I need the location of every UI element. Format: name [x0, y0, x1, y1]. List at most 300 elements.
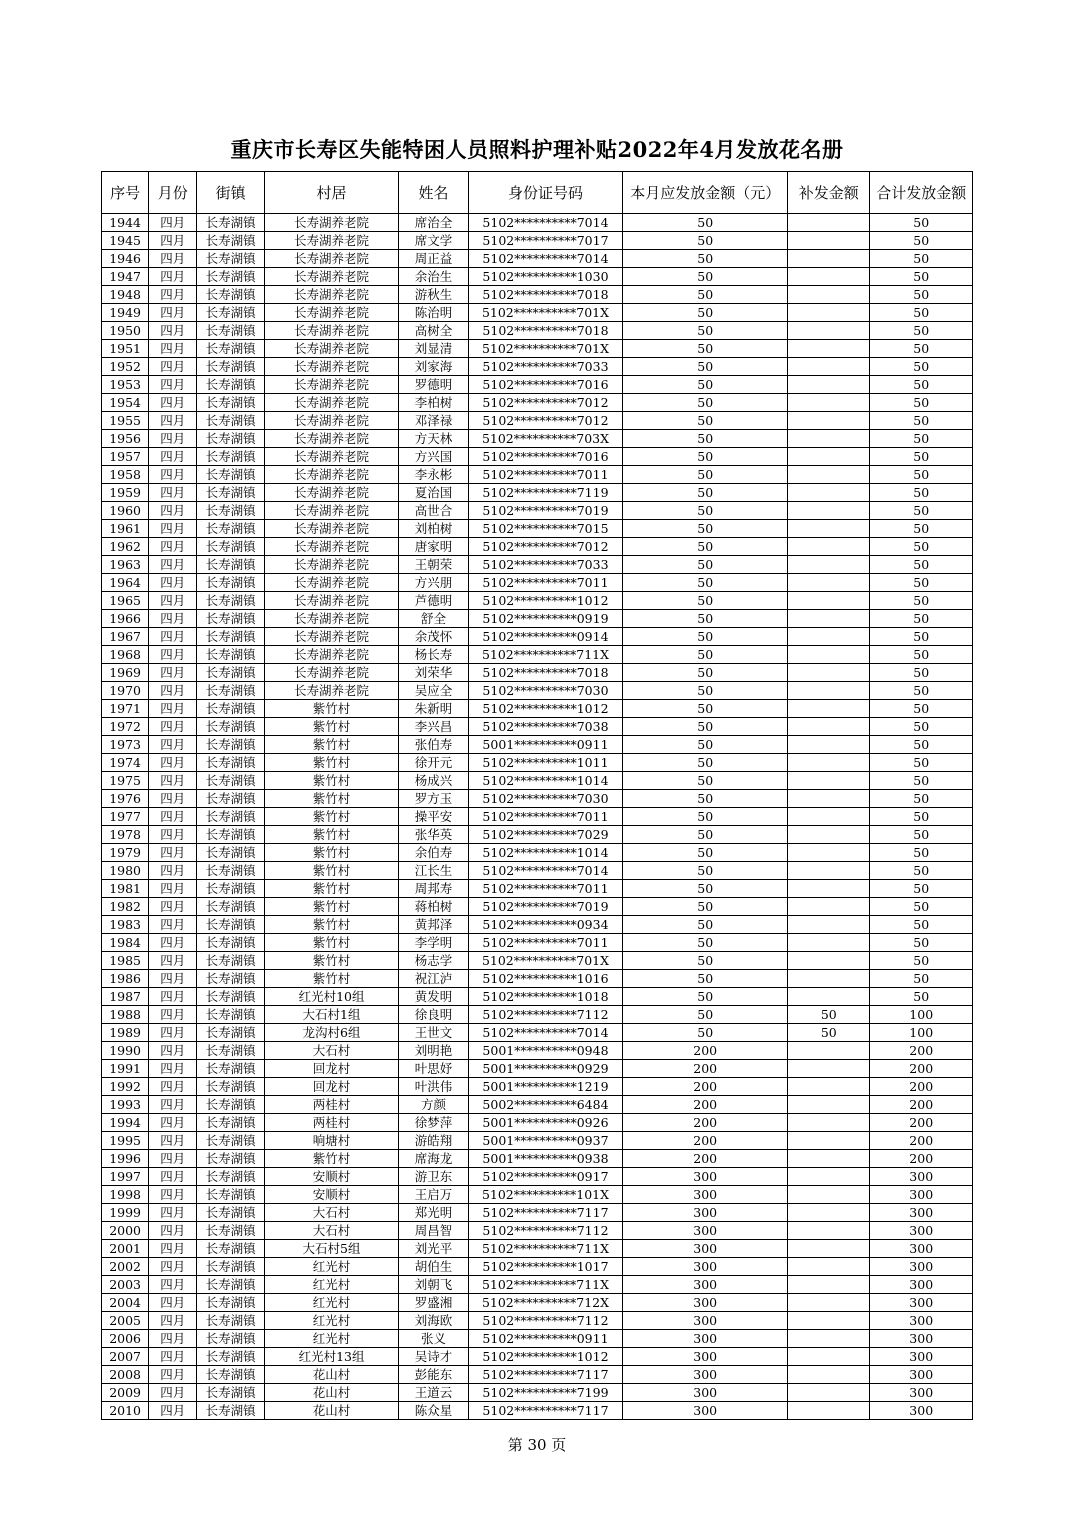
cell-supplement-amount: [788, 556, 870, 574]
cell-supplement-amount: [788, 1294, 870, 1312]
table-row: [102, 250, 973, 268]
table-row: [102, 1276, 973, 1294]
cell-supplement-amount: [788, 394, 870, 412]
cell-monthly-amount: 50: [623, 1006, 788, 1024]
cell-index: 1974: [102, 754, 149, 772]
cell-total-amount: 50: [870, 736, 973, 754]
cell-id-number: 5102**********1014: [468, 772, 623, 790]
cell-village: 两桂村: [264, 1114, 399, 1132]
cell-monthly-amount: 50: [623, 934, 788, 952]
cell-id-number: 5102**********7014: [468, 1024, 623, 1042]
cell-monthly-amount: 50: [623, 682, 788, 700]
cell-supplement-amount: [788, 1222, 870, 1240]
cell-index: 1991: [102, 1060, 149, 1078]
cell-monthly-amount: 50: [623, 466, 788, 484]
cell-total-amount: 50: [870, 358, 973, 376]
cell-town: 长寿湖镇: [197, 826, 264, 844]
cell-month: 四月: [149, 1240, 197, 1258]
cell-id-number: 5102**********101X: [468, 1186, 623, 1204]
cell-month: 四月: [149, 844, 197, 862]
cell-id-number: 5102**********7016: [468, 448, 623, 466]
cell-id-number: 5102**********7117: [468, 1366, 623, 1384]
cell-village: 紫竹村: [264, 718, 399, 736]
cell-monthly-amount: 200: [623, 1060, 788, 1078]
cell-village: 长寿湖养老院: [264, 376, 399, 394]
cell-id-number: 5102**********701X: [468, 304, 623, 322]
cell-name: 游秋生: [399, 286, 468, 304]
cell-id-number: 5102**********1030: [468, 268, 623, 286]
cell-monthly-amount: 300: [623, 1222, 788, 1240]
cell-id-number: 5102**********701X: [468, 952, 623, 970]
cell-supplement-amount: [788, 1096, 870, 1114]
table-row: [102, 646, 973, 664]
cell-month: 四月: [149, 1114, 197, 1132]
cell-total-amount: 50: [870, 322, 973, 340]
cell-total-amount: 200: [870, 1132, 973, 1150]
cell-name: 黄发明: [399, 988, 468, 1006]
cell-month: 四月: [149, 1348, 197, 1366]
table-row: [102, 1114, 973, 1132]
table-row: [102, 1186, 973, 1204]
cell-town: 长寿湖镇: [197, 574, 264, 592]
cell-id-number: 5102**********0911: [468, 1330, 623, 1348]
cell-month: 四月: [149, 1168, 197, 1186]
cell-month: 四月: [149, 790, 197, 808]
cell-total-amount: 200: [870, 1078, 973, 1096]
cell-index: 1975: [102, 772, 149, 790]
header-town: 街镇: [197, 172, 264, 214]
cell-total-amount: 50: [870, 988, 973, 1006]
cell-village: 紫竹村: [264, 772, 399, 790]
cell-id-number: 5001**********0948: [468, 1042, 623, 1060]
cell-monthly-amount: 300: [623, 1348, 788, 1366]
cell-id-number: 5102**********7019: [468, 898, 623, 916]
cell-supplement-amount: [788, 1348, 870, 1366]
cell-village: 紫竹村: [264, 736, 399, 754]
cell-index: 1996: [102, 1150, 149, 1168]
cell-index: 1969: [102, 664, 149, 682]
cell-town: 长寿湖镇: [197, 1330, 264, 1348]
table-row: [102, 1348, 973, 1366]
cell-total-amount: 200: [870, 1060, 973, 1078]
cell-village: 大石村1组: [264, 1006, 399, 1024]
cell-village: 紫竹村: [264, 700, 399, 718]
table-row: [102, 304, 973, 322]
cell-index: 1948: [102, 286, 149, 304]
cell-village: 紫竹村: [264, 952, 399, 970]
cell-town: 长寿湖镇: [197, 520, 264, 538]
cell-monthly-amount: 50: [623, 880, 788, 898]
cell-supplement-amount: [788, 1114, 870, 1132]
cell-id-number: 5102**********7038: [468, 718, 623, 736]
cell-index: 2006: [102, 1330, 149, 1348]
cell-town: 长寿湖镇: [197, 232, 264, 250]
cell-total-amount: 200: [870, 1150, 973, 1168]
cell-name: 李学明: [399, 934, 468, 952]
cell-month: 四月: [149, 610, 197, 628]
table-row: [102, 1204, 973, 1222]
table-row: [102, 664, 973, 682]
cell-village: 大石村5组: [264, 1240, 399, 1258]
cell-town: 长寿湖镇: [197, 1276, 264, 1294]
cell-id-number: 5102**********7112: [468, 1222, 623, 1240]
table-row: [102, 1294, 973, 1312]
cell-name: 朱新明: [399, 700, 468, 718]
cell-town: 长寿湖镇: [197, 1006, 264, 1024]
cell-name: 方兴国: [399, 448, 468, 466]
cell-total-amount: 50: [870, 574, 973, 592]
cell-month: 四月: [149, 1042, 197, 1060]
cell-supplement-amount: [788, 232, 870, 250]
table-row: [102, 286, 973, 304]
cell-id-number: 5102**********7011: [468, 880, 623, 898]
cell-index: 1949: [102, 304, 149, 322]
cell-town: 长寿湖镇: [197, 808, 264, 826]
table-row: [102, 1096, 973, 1114]
cell-name: 叶洪伟: [399, 1078, 468, 1096]
cell-town: 长寿湖镇: [197, 1132, 264, 1150]
cell-total-amount: 50: [870, 916, 973, 934]
header-name: 姓名: [399, 172, 468, 214]
cell-month: 四月: [149, 664, 197, 682]
cell-total-amount: 200: [870, 1114, 973, 1132]
table-row: [102, 394, 973, 412]
cell-name: 徐梦萍: [399, 1114, 468, 1132]
cell-supplement-amount: [788, 628, 870, 646]
cell-monthly-amount: 50: [623, 268, 788, 286]
cell-supplement-amount: [788, 376, 870, 394]
table-row: [102, 376, 973, 394]
cell-name: 方兴朋: [399, 574, 468, 592]
cell-village: 长寿湖养老院: [264, 484, 399, 502]
cell-town: 长寿湖镇: [197, 502, 264, 520]
cell-id-number: 5102**********1012: [468, 1348, 623, 1366]
cell-id-number: 5102**********0914: [468, 628, 623, 646]
cell-id-number: 5102**********7117: [468, 1204, 623, 1222]
cell-town: 长寿湖镇: [197, 682, 264, 700]
header-id-number: 身份证号码: [468, 172, 623, 214]
cell-id-number: 5102**********7017: [468, 232, 623, 250]
cell-village: 紫竹村: [264, 880, 399, 898]
cell-month: 四月: [149, 736, 197, 754]
cell-name: 方颜: [399, 1096, 468, 1114]
table-row: [102, 466, 973, 484]
cell-month: 四月: [149, 970, 197, 988]
cell-village: 长寿湖养老院: [264, 358, 399, 376]
cell-month: 四月: [149, 1186, 197, 1204]
cell-village: 长寿湖养老院: [264, 304, 399, 322]
cell-name: 刘家海: [399, 358, 468, 376]
cell-village: 大石村: [264, 1204, 399, 1222]
cell-town: 长寿湖镇: [197, 1258, 264, 1276]
cell-town: 长寿湖镇: [197, 610, 264, 628]
table-row: [102, 1222, 973, 1240]
cell-monthly-amount: 50: [623, 700, 788, 718]
cell-town: 长寿湖镇: [197, 988, 264, 1006]
cell-month: 四月: [149, 1132, 197, 1150]
cell-name: 罗德明: [399, 376, 468, 394]
table-row: [102, 880, 973, 898]
cell-monthly-amount: 50: [623, 610, 788, 628]
cell-month: 四月: [149, 1294, 197, 1312]
cell-town: 长寿湖镇: [197, 466, 264, 484]
cell-index: 1960: [102, 502, 149, 520]
cell-village: 长寿湖养老院: [264, 646, 399, 664]
cell-village: 长寿湖养老院: [264, 682, 399, 700]
cell-monthly-amount: 50: [623, 898, 788, 916]
cell-monthly-amount: 50: [623, 304, 788, 322]
table-header-row: [102, 172, 973, 214]
cell-month: 四月: [149, 1366, 197, 1384]
cell-town: 长寿湖镇: [197, 394, 264, 412]
cell-month: 四月: [149, 934, 197, 952]
cell-name: 陈治明: [399, 304, 468, 322]
cell-village: 红光村: [264, 1276, 399, 1294]
cell-monthly-amount: 50: [623, 250, 788, 268]
cell-monthly-amount: 50: [623, 790, 788, 808]
cell-name: 吴诗才: [399, 1348, 468, 1366]
cell-supplement-amount: [788, 1330, 870, 1348]
cell-total-amount: 300: [870, 1294, 973, 1312]
cell-index: 2008: [102, 1366, 149, 1384]
cell-village: 花山村: [264, 1366, 399, 1384]
table-row: [102, 1150, 973, 1168]
cell-index: 1956: [102, 430, 149, 448]
cell-index: 1997: [102, 1168, 149, 1186]
cell-monthly-amount: 50: [623, 772, 788, 790]
cell-monthly-amount: 200: [623, 1096, 788, 1114]
cell-monthly-amount: 50: [623, 538, 788, 556]
cell-month: 四月: [149, 808, 197, 826]
table-row: [102, 790, 973, 808]
cell-monthly-amount: 200: [623, 1042, 788, 1060]
cell-village: 长寿湖养老院: [264, 538, 399, 556]
cell-town: 长寿湖镇: [197, 736, 264, 754]
cell-total-amount: 100: [870, 1006, 973, 1024]
cell-monthly-amount: 300: [623, 1168, 788, 1186]
cell-total-amount: 50: [870, 340, 973, 358]
cell-index: 1978: [102, 826, 149, 844]
cell-supplement-amount: [788, 664, 870, 682]
cell-name: 舒全: [399, 610, 468, 628]
cell-supplement-amount: [788, 916, 870, 934]
cell-month: 四月: [149, 718, 197, 736]
cell-town: 长寿湖镇: [197, 322, 264, 340]
cell-index: 1993: [102, 1096, 149, 1114]
cell-month: 四月: [149, 1006, 197, 1024]
cell-total-amount: 50: [870, 790, 973, 808]
cell-month: 四月: [149, 682, 197, 700]
table-row: [102, 358, 973, 376]
cell-monthly-amount: 300: [623, 1294, 788, 1312]
cell-id-number: 5102**********7014: [468, 214, 623, 232]
cell-name: 周昌智: [399, 1222, 468, 1240]
cell-village: 安顺村: [264, 1186, 399, 1204]
cell-monthly-amount: 50: [623, 484, 788, 502]
cell-index: 1959: [102, 484, 149, 502]
cell-index: 1981: [102, 880, 149, 898]
cell-month: 四月: [149, 1204, 197, 1222]
cell-village: 回龙村: [264, 1060, 399, 1078]
table-row: [102, 214, 973, 232]
cell-total-amount: 50: [870, 844, 973, 862]
cell-name: 胡伯生: [399, 1258, 468, 1276]
cell-index: 2010: [102, 1402, 149, 1420]
cell-supplement-amount: [788, 1168, 870, 1186]
cell-village: 紫竹村: [264, 898, 399, 916]
cell-village: 红光村13组: [264, 1348, 399, 1366]
cell-id-number: 5102**********1011: [468, 754, 623, 772]
cell-monthly-amount: 50: [623, 358, 788, 376]
cell-index: 1957: [102, 448, 149, 466]
cell-name: 徐开元: [399, 754, 468, 772]
cell-supplement-amount: 50: [788, 1024, 870, 1042]
cell-town: 长寿湖镇: [197, 1222, 264, 1240]
cell-month: 四月: [149, 466, 197, 484]
cell-name: 叶思妤: [399, 1060, 468, 1078]
cell-id-number: 5102**********7016: [468, 376, 623, 394]
cell-town: 长寿湖镇: [197, 430, 264, 448]
cell-total-amount: 300: [870, 1384, 973, 1402]
cell-supplement-amount: [788, 520, 870, 538]
cell-total-amount: 300: [870, 1186, 973, 1204]
page-number: 第 30 页: [507, 1436, 567, 1454]
cell-supplement-amount: [788, 1366, 870, 1384]
cell-index: 2009: [102, 1384, 149, 1402]
cell-town: 长寿湖镇: [197, 880, 264, 898]
cell-index: 1995: [102, 1132, 149, 1150]
cell-index: 1964: [102, 574, 149, 592]
header-supplement-amount: 补发金额: [788, 172, 870, 214]
cell-total-amount: 50: [870, 466, 973, 484]
cell-supplement-amount: [788, 736, 870, 754]
cell-name: 张华英: [399, 826, 468, 844]
cell-index: 1971: [102, 700, 149, 718]
table-row: [102, 898, 973, 916]
cell-total-amount: 50: [870, 250, 973, 268]
cell-id-number: 5102**********701X: [468, 340, 623, 358]
cell-town: 长寿湖镇: [197, 754, 264, 772]
cell-index: 1972: [102, 718, 149, 736]
cell-monthly-amount: 50: [623, 970, 788, 988]
cell-month: 四月: [149, 1276, 197, 1294]
cell-monthly-amount: 300: [623, 1186, 788, 1204]
cell-index: 1962: [102, 538, 149, 556]
cell-name: 王世文: [399, 1024, 468, 1042]
cell-id-number: 5102**********7012: [468, 538, 623, 556]
cell-monthly-amount: 50: [623, 448, 788, 466]
cell-index: 1968: [102, 646, 149, 664]
cell-month: 四月: [149, 1330, 197, 1348]
cell-supplement-amount: [788, 538, 870, 556]
cell-id-number: 5001**********0937: [468, 1132, 623, 1150]
cell-monthly-amount: 300: [623, 1276, 788, 1294]
cell-index: 1994: [102, 1114, 149, 1132]
cell-name: 李兴昌: [399, 718, 468, 736]
cell-town: 长寿湖镇: [197, 628, 264, 646]
cell-name: 席文学: [399, 232, 468, 250]
cell-month: 四月: [149, 484, 197, 502]
cell-town: 长寿湖镇: [197, 898, 264, 916]
cell-town: 长寿湖镇: [197, 376, 264, 394]
table-row: [102, 754, 973, 772]
cell-index: 1977: [102, 808, 149, 826]
cell-name: 邓泽禄: [399, 412, 468, 430]
table-row: [102, 970, 973, 988]
cell-town: 长寿湖镇: [197, 718, 264, 736]
cell-monthly-amount: 50: [623, 664, 788, 682]
cell-name: 徐良明: [399, 1006, 468, 1024]
cell-monthly-amount: 200: [623, 1114, 788, 1132]
cell-id-number: 5102**********7199: [468, 1384, 623, 1402]
table-row: [102, 502, 973, 520]
roster-table: [101, 171, 973, 1420]
cell-month: 四月: [149, 826, 197, 844]
cell-month: 四月: [149, 862, 197, 880]
cell-supplement-amount: [788, 646, 870, 664]
cell-index: 1961: [102, 520, 149, 538]
header-index: 序号: [102, 172, 149, 214]
cell-town: 长寿湖镇: [197, 1402, 264, 1420]
cell-total-amount: 300: [870, 1330, 973, 1348]
cell-month: 四月: [149, 412, 197, 430]
cell-supplement-amount: [788, 754, 870, 772]
cell-village: 响塘村: [264, 1132, 399, 1150]
cell-supplement-amount: [788, 304, 870, 322]
cell-id-number: 5102**********1014: [468, 844, 623, 862]
table-row: [102, 340, 973, 358]
cell-index: 1987: [102, 988, 149, 1006]
cell-id-number: 5102**********711X: [468, 646, 623, 664]
cell-total-amount: 50: [870, 700, 973, 718]
cell-supplement-amount: [788, 1132, 870, 1150]
cell-id-number: 5102**********7014: [468, 862, 623, 880]
cell-month: 四月: [149, 1384, 197, 1402]
cell-index: 1982: [102, 898, 149, 916]
cell-index: 1973: [102, 736, 149, 754]
cell-month: 四月: [149, 1078, 197, 1096]
cell-name: 吴应全: [399, 682, 468, 700]
cell-id-number: 5102**********7012: [468, 394, 623, 412]
cell-monthly-amount: 50: [623, 430, 788, 448]
cell-name: 席海龙: [399, 1150, 468, 1168]
cell-month: 四月: [149, 772, 197, 790]
cell-name: 杨长寿: [399, 646, 468, 664]
cell-supplement-amount: [788, 952, 870, 970]
cell-town: 长寿湖镇: [197, 700, 264, 718]
cell-name: 刘柏树: [399, 520, 468, 538]
cell-id-number: 5102**********7030: [468, 790, 623, 808]
cell-village: 长寿湖养老院: [264, 232, 399, 250]
cell-total-amount: 300: [870, 1240, 973, 1258]
header-monthly-amount: 本月应发放金额（元）: [623, 172, 788, 214]
cell-index: 1955: [102, 412, 149, 430]
cell-village: 长寿湖养老院: [264, 556, 399, 574]
cell-index: 2004: [102, 1294, 149, 1312]
cell-index: 1992: [102, 1078, 149, 1096]
table-row: [102, 844, 973, 862]
cell-name: 刘荣华: [399, 664, 468, 682]
cell-index: 1967: [102, 628, 149, 646]
cell-month: 四月: [149, 286, 197, 304]
cell-total-amount: 50: [870, 970, 973, 988]
cell-town: 长寿湖镇: [197, 1366, 264, 1384]
table-row: [102, 1312, 973, 1330]
cell-village: 长寿湖养老院: [264, 520, 399, 538]
table-row: [102, 1006, 973, 1024]
cell-index: 1950: [102, 322, 149, 340]
cell-name: 游皓翔: [399, 1132, 468, 1150]
